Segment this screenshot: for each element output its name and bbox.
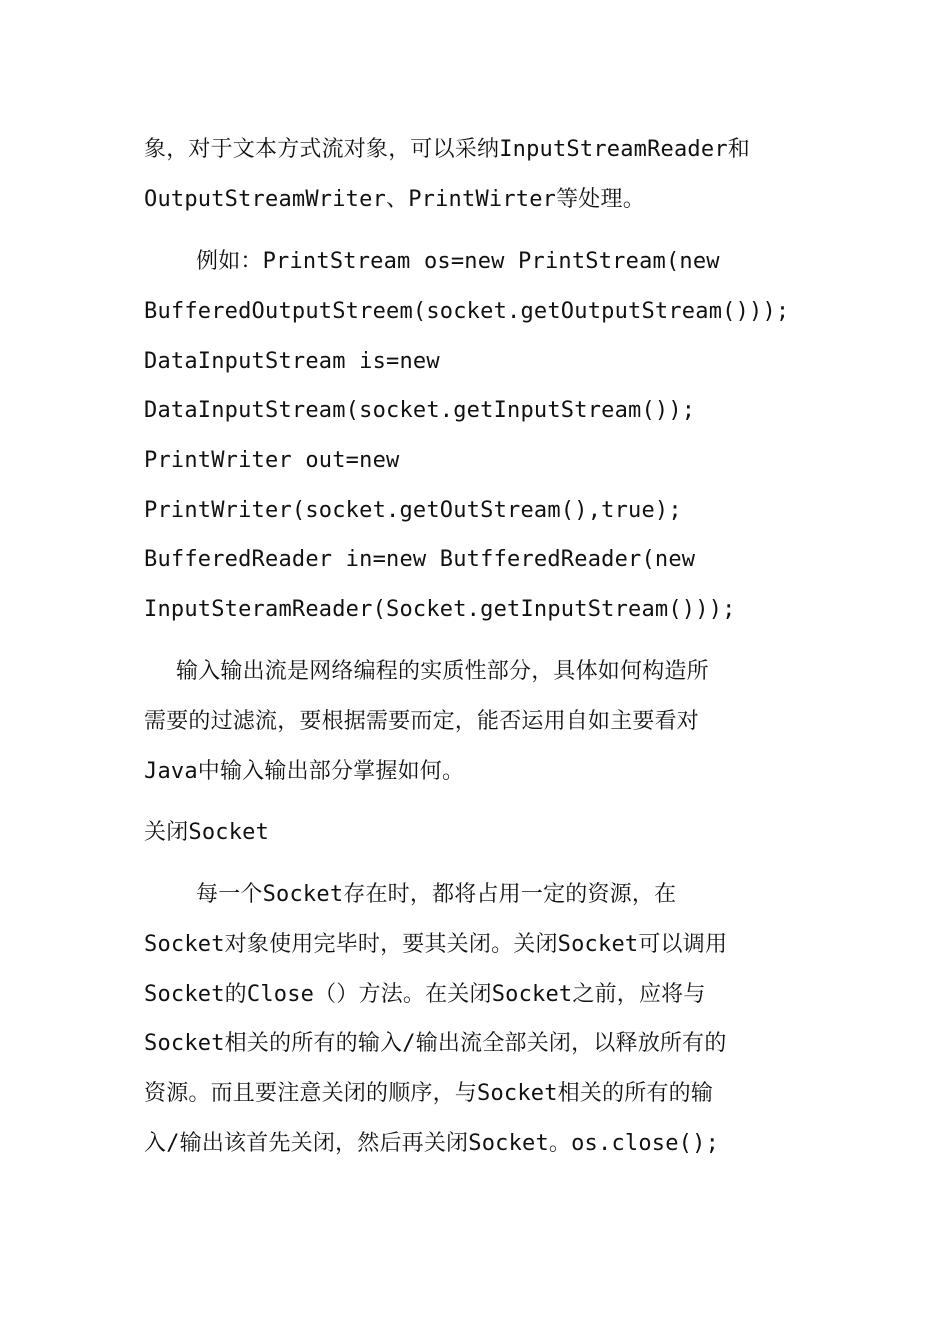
text-line: 资源。而且要注意关闭的顺序，与Socket相关的所有的输 <box>144 1081 714 1106</box>
code-line: DataInputStream is=new <box>144 349 440 374</box>
text-line: Socket相关的所有的输入/输出流全部关闭，以释放所有的 <box>144 1031 727 1056</box>
code-line: BufferedOutputStreem(socket.getOutputStream())); <box>144 299 790 324</box>
text-line: 入/输出该首先关闭，然后再关闭Socket。os.close(); <box>144 1131 720 1156</box>
text-line: 输入输出流是网络编程的实质性部分，具体如何构造所 <box>176 659 709 684</box>
code-line: PrintWriter(socket.getOutStream(),true); <box>144 498 682 523</box>
code-line: InputSteramReader(Socket.getInputStream())); <box>144 597 736 622</box>
code-line: PrintWriter out=new <box>144 448 400 473</box>
text-line: 需要的过滤流，要根据需要而定，能否运用自如主要看对 <box>144 709 700 734</box>
code-line: BufferedReader in=new ButfferedReader(new <box>144 547 696 572</box>
code-line: DataInputStream(socket.getInputStream()); <box>144 398 696 423</box>
text-line: Socket对象使用完毕时，要其关闭。关闭Socket可以调用 <box>144 932 728 957</box>
text-line: 象，对于文本方式流对象，可以采纳InputStreamReader和 <box>144 137 750 162</box>
section-heading: 关闭Socket <box>144 820 270 845</box>
text-line: OutputStreamWriter、PrintWirter等处理。 <box>144 187 645 212</box>
text-line: Java中输入输出部分掌握如何。 <box>144 759 465 784</box>
code-line: 例如：PrintStream os=new PrintStream(new <box>196 249 720 274</box>
text-line: Socket的Close（）方法。在关闭Socket之前，应将与 <box>144 982 706 1007</box>
text-line: 每一个Socket存在时，都将占用一定的资源，在 <box>196 882 677 907</box>
